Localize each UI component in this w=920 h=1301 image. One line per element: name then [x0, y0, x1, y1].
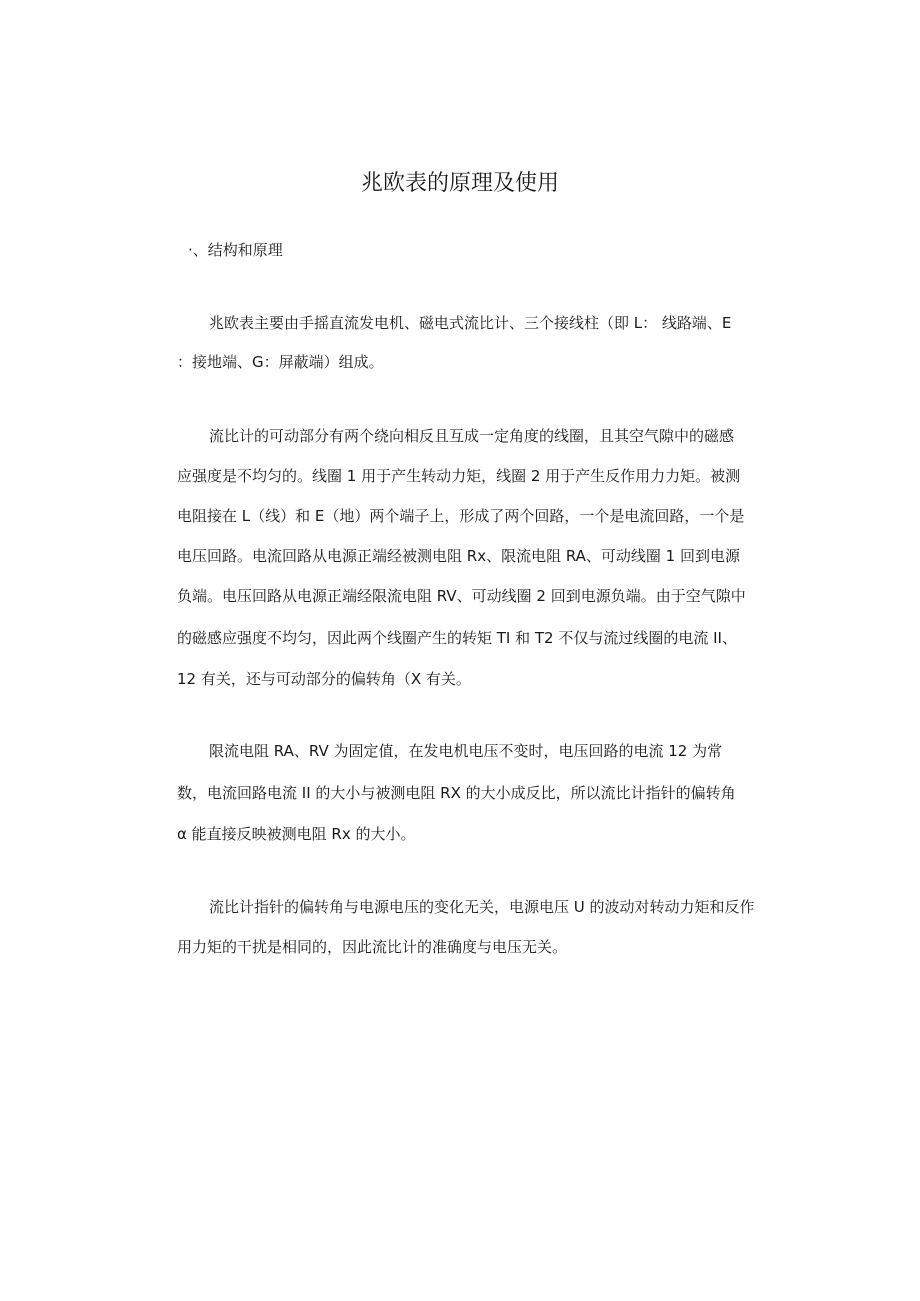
- document-title: 兆欧表的原理及使用: [360, 171, 559, 196]
- paragraph-1-line-2: ：接地端、G：屏蔽端）组成。: [177, 353, 384, 371]
- paragraph-3-line-1: 限流电阻 RA、RV 为固定值，在发电机电压不变时，电压回路的电流 12 为常: [209, 742, 723, 760]
- section-heading: ·、结构和原理: [188, 241, 283, 259]
- paragraph-2-line-7: 12 有关，还与可动部分的偏转角（X 有关。: [177, 670, 471, 688]
- paragraph-2-line-2: 应强度是不均匀的。线圈 1 用于产生转动力矩，线圈 2 用于产生反作用力力矩。被测: [177, 467, 741, 485]
- paragraph-4-line-2: 用力矩的干扰是相同的，因此流比计的准确度与电压无关。: [177, 938, 568, 956]
- paragraph-2-line-6: 的磁感应强度不均匀，因此两个线圈产生的转矩 TI 和 T2 不仅与流过线圈的电流 II、: [177, 629, 737, 647]
- paragraph-3-line-2: 数，电流回路电流 II 的大小与被测电阻 RX 的大小成反比，所以流比计指针的偏转角: [177, 784, 736, 802]
- paragraph-3-line-3: α 能直接反映被测电阻 Rx 的大小。: [177, 825, 416, 843]
- paragraph-2-line-1: 流比计的可动部分有两个绕向相反且互成一定角度的线圈，且其空气隙中的磁感: [209, 427, 735, 445]
- paragraph-2-line-5: 负端。电压回路从电源正端经限流电阻 RV、可动线圈 2 回到电源负端。由于空气隙中: [177, 587, 746, 605]
- paragraph-2-line-3: 电阻接在 L（线）和 E（地）两个端子上，形成了两个回路，一个是电流回路，一个是: [177, 507, 745, 525]
- paragraph-2-line-4: 电压回路。电流回路从电源正端经被测电阻 Rx、限流电阻 RA、可动线圈 1 回到电源: [177, 547, 740, 565]
- paragraph-1-line-1: 兆欧表主要由手摇直流发电机、磁电式流比计、三个接线柱（即 L： 线路端、E: [209, 314, 732, 332]
- paragraph-4-line-1: 流比计指针的偏转角与电源电压的变化无关，电源电压 U 的波动对转动力矩和反作: [209, 898, 755, 916]
